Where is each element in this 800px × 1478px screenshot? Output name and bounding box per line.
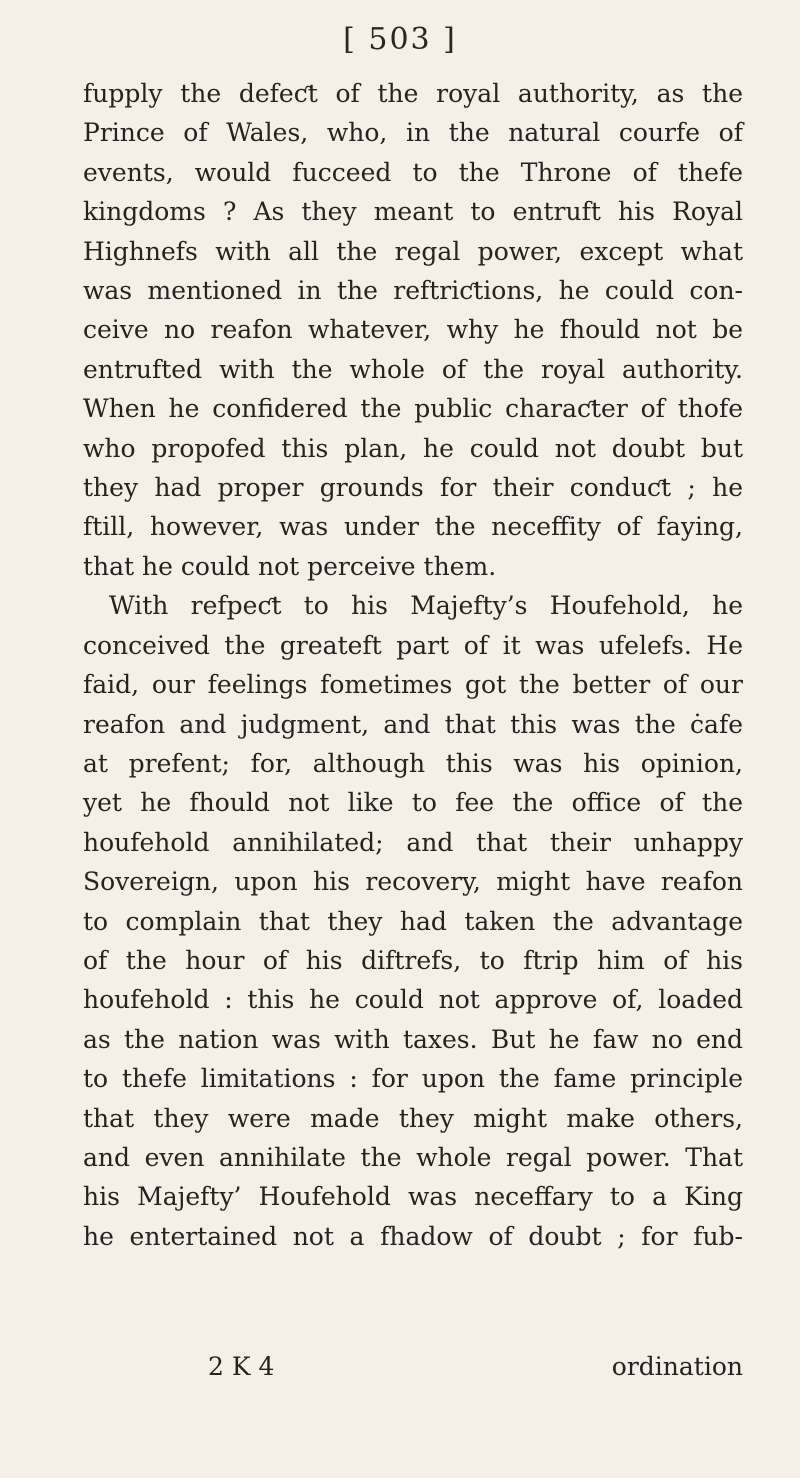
text-line: houfehold annihilated; and that their unhappy (83, 827, 743, 857)
page-footer (83, 1352, 743, 1392)
text-line: entrufted with the whole of the royal authority. (83, 354, 743, 384)
text-line: ftill, however, was under the neceffity of faying, (83, 512, 743, 542)
text-line: faid, our feelings fometimes got the better of our (83, 670, 743, 700)
text-line: that they were made they might make others, (83, 1103, 743, 1133)
text-line: Sovereign, upon his recovery, might have reafon (83, 867, 743, 897)
text-line: was mentioned in the reftriƈtions, he could con- (83, 276, 743, 306)
text-line: fupply the defeƈt of the royal authority, as the (83, 79, 743, 108)
text-line: Prince of Wales, who, in the natural courfe of (83, 118, 743, 148)
text-line: ceive no reafon whatever, why he fhould not be (83, 315, 743, 345)
text-line: Highnefs with all the regal power, except what (83, 236, 743, 266)
text-line: events, would fucceed to the Throne of thefe (83, 157, 743, 187)
text-line: conceived the greateft part of it was ufelefs. He (83, 630, 743, 660)
text-line: as the nation was with taxes. But he faw no end (83, 1024, 743, 1054)
text-line: his Majefty’ Houfehold was neceffary to a King (83, 1182, 743, 1212)
text-line: reafon and judgment, and that this was the ċafe (83, 709, 743, 739)
text-line: who propofed this plan, he could not doubt but (83, 433, 743, 463)
text-line: yet he fhould not like to fee the office of the (83, 788, 743, 818)
signature-mark: 2 K 4 (208, 1352, 275, 1381)
catchword: ordination (611, 1352, 743, 1381)
text-line: kingdoms ? As they meant to entruft his Royal (83, 197, 743, 227)
text-line: and even annihilate the whole regal power. That (83, 1142, 743, 1172)
text-line: of the hour of his diftrefs, to ftrip him of his (83, 945, 743, 975)
page-number: [ 503 ] (343, 22, 457, 57)
text-line: that he could not perceive them. (83, 551, 497, 581)
text-line: to thefe limitations : for upon the fame principle (83, 1064, 743, 1094)
text-line: houfehold : this he could not approve of, loaded (83, 985, 743, 1015)
text-line: they had proper grounds for their conduƈt ; he (83, 473, 743, 503)
text-line: to complain that they had taken the advantage (83, 906, 743, 936)
body-text (83, 74, 743, 1256)
text-line: at prefent; for, although this was his opinion, (83, 748, 743, 778)
text-line: he entertained not a fhadow of doubt ; for fub- (83, 1221, 743, 1251)
text-line: When he confidered the public charaƈter of thofe (83, 394, 743, 424)
text-line: With refpeƈt to his Majefty’s Houfehold, he (109, 591, 743, 621)
